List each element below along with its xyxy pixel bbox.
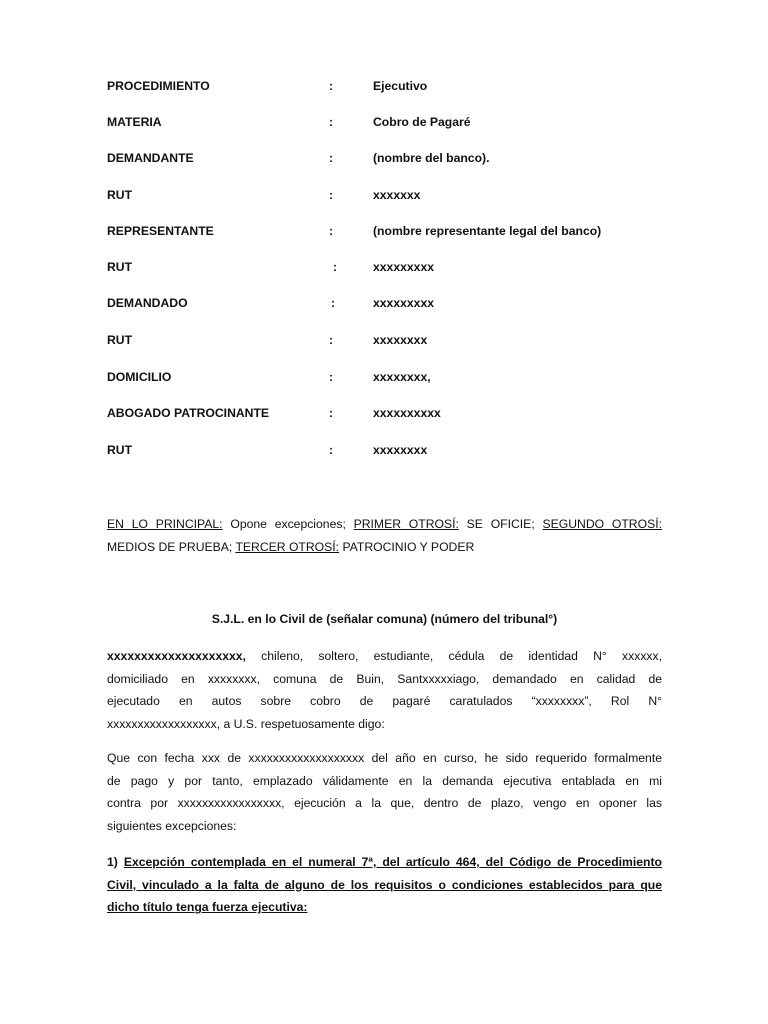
defendant-name: xxxxxxxxxxxxxxxxxxxx,	[107, 649, 246, 663]
body-line-1: Que con fecha xxx de xxxxxxxxxxxxxxxxxxx del año en curso, he sido requerido formalmente	[107, 751, 662, 765]
caption-separator: :	[333, 260, 338, 274]
caption-label: PROCEDIMIENTO	[107, 79, 210, 93]
caption-label: MATERIA	[107, 115, 162, 129]
exception-line-2: Civil, vinculado a la falta de alguno de los requisitos o condiciones establecidos para que	[107, 877, 662, 892]
caption-separator: :	[331, 296, 336, 310]
exception-line-1-text: Excepción contemplada en el numeral 7ª, del artículo 464, del Código de Procedimiento	[123, 855, 662, 869]
caption-value: xxxxxxxxx	[373, 296, 435, 310]
exception-line-1	[107, 851, 662, 874]
caption-value: Cobro de Pagaré	[373, 115, 471, 129]
exception-line-3-text: dicho título tenga fuerza ejecutiva:	[107, 900, 308, 915]
exception-heading	[107, 851, 662, 919]
caption-label: RUT	[107, 260, 133, 274]
otrosi3-label: TERCER OTROSÍ:	[235, 539, 340, 554]
caption-value: Ejecutivo	[373, 79, 428, 93]
caption-separator: :	[329, 79, 334, 93]
otrosi2-text: MEDIOS DE PRUEBA;	[107, 539, 236, 554]
court-heading: S.J.L. en lo Civil de (señalar comuna) (número del tribunal°)	[211, 612, 558, 626]
caption-label: DEMANDADO	[107, 296, 188, 310]
body-line-3: contra por xxxxxxxxxxxxxxxxx, ejecución a la que, dentro de plazo, vengo en oponer las	[107, 796, 662, 811]
body-line-2: de pago y por tanto, emplazado válidamente en la demanda ejecutiva entablada en mi	[107, 773, 662, 788]
summary-paragraph	[107, 513, 662, 558]
caption-value: xxxxxxxxx	[373, 260, 435, 274]
caption-separator: :	[329, 115, 334, 129]
caption-value: xxxxxxxx,	[373, 370, 431, 384]
caption-separator: :	[329, 443, 334, 457]
caption-separator: :	[329, 370, 334, 384]
principal-label: EN LO PRINCIPAL:	[107, 517, 223, 531]
caption-label: ABOGADO PATROCINANTE	[107, 406, 270, 420]
caption-separator: :	[329, 333, 334, 347]
caption-value: xxxxxxxx	[373, 333, 428, 347]
caption-value: xxxxxxx	[373, 188, 421, 202]
intro-line-3: ejecutado en autos sobre cobro de pagaré caratulados “xxxxxxxx”, Rol N°	[107, 694, 662, 709]
caption-label: RUT	[107, 188, 133, 202]
body-line-4: siguientes excepciones:	[107, 818, 237, 833]
body-paragraph	[107, 747, 662, 837]
intro-paragraph	[107, 645, 662, 735]
caption-value: xxxxxxxxxx	[373, 406, 441, 420]
summary-line-2	[107, 536, 662, 559]
exception-number: 1)	[107, 855, 118, 869]
summary-line-1	[107, 513, 662, 536]
caption-separator: :	[329, 406, 334, 420]
otrosi3-text: PATROCINIO Y PODER	[339, 539, 475, 554]
otrosi2-label: SEGUNDO OTROSÍ:	[542, 517, 662, 531]
caption-label: RUT	[107, 333, 133, 347]
caption-label: DEMANDANTE	[107, 151, 194, 165]
otrosi1-label: PRIMER OTROSÍ:	[353, 517, 459, 531]
principal-text: Opone excepciones;	[222, 517, 354, 531]
otrosi1-text: SE OFICIE;	[458, 517, 543, 531]
caption-value: (nombre representante legal del banco)	[373, 224, 602, 238]
exception-line-3	[107, 896, 662, 919]
intro-line-1-text: chileno, soltero, estudiante, cédula de identidad N° xxxxxx,	[245, 649, 662, 663]
caption-value: (nombre del banco).	[373, 151, 490, 165]
intro-line-1	[107, 645, 662, 668]
caption-label: REPRESENTANTE	[107, 224, 214, 238]
intro-line-4: xxxxxxxxxxxxxxxxxx, a U.S. respetuosamente digo:	[107, 716, 385, 731]
caption-separator: :	[329, 151, 334, 165]
caption-label: RUT	[107, 443, 133, 457]
caption-separator: :	[329, 224, 334, 238]
caption-label: DOMICILIO	[107, 370, 172, 384]
caption-separator: :	[329, 188, 334, 202]
intro-line-2: domiciliado en xxxxxxxx, comuna de Buin, Santxxxxxiago, demandado en calidad de	[107, 671, 662, 686]
caption-value: xxxxxxxx	[373, 443, 428, 457]
